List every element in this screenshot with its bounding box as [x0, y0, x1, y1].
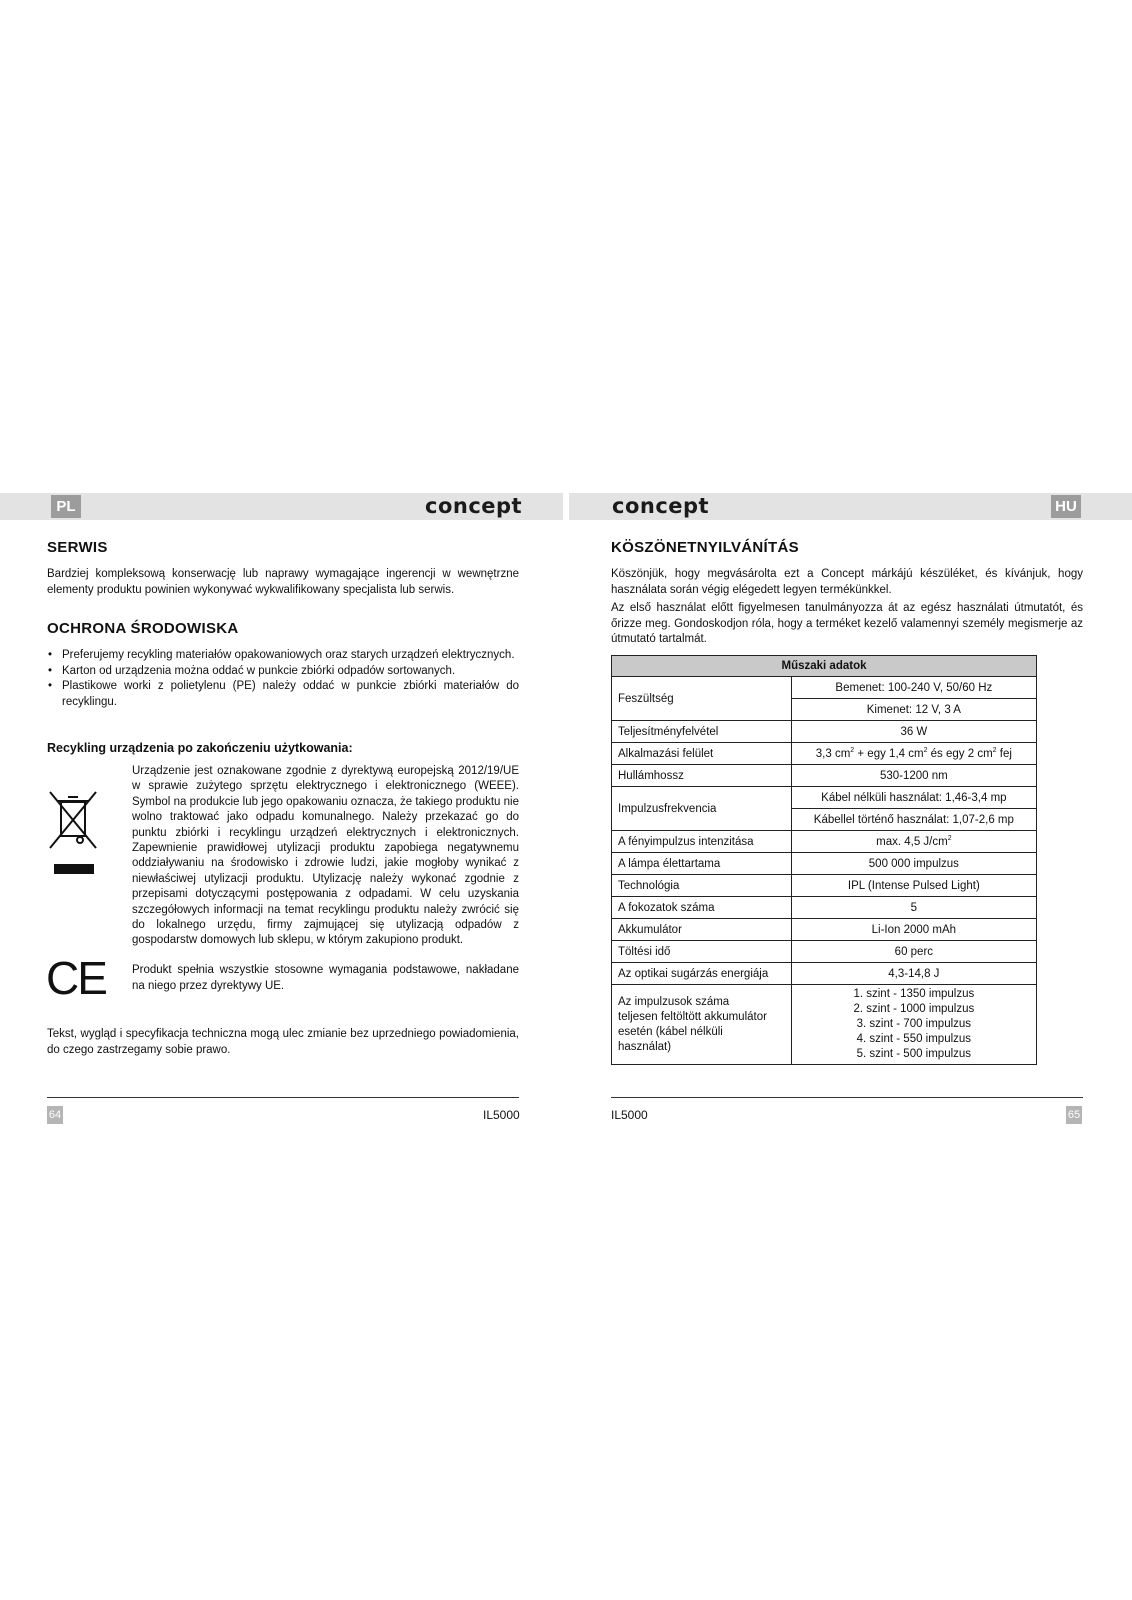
- ochrona-list: [47, 648, 519, 710]
- spec-label: Alkalmazási felület: [612, 743, 792, 765]
- footer-rule-left: [47, 1097, 519, 1098]
- list-item: 3. szint - 700 impulzus: [856, 1018, 972, 1030]
- weee-bin-icon: [48, 790, 100, 876]
- spec-label: Az impulzusok száma teljesen feltöltött akkumulátor esetén (kábel nélküli használat): [612, 985, 792, 1065]
- spec-label: Hullámhossz: [612, 765, 792, 787]
- spec-label: Technológia: [612, 875, 792, 897]
- spec-value: 36 W: [791, 721, 1036, 743]
- ochrona-heading: OCHRONA ŚRODOWISKA: [47, 620, 239, 637]
- list-item: • Preferujemy recykling materiałów opakowaniowych oraz starych urządzeń elektrycznych.: [47, 648, 519, 664]
- spec-value: Kábel nélküli használat: 1,46-3,4 mp: [791, 787, 1036, 809]
- spec-value: IPL (Intense Pulsed Light): [791, 875, 1036, 897]
- recycling-heading: Recykling urządzenia po zakończeniu użytkowania:: [47, 741, 353, 755]
- koszonet-para2: Az első használat előtt figyelmesen tanulmányozza át az egész használati útmutatót, és őrizze meg. Gondoskodjon róla, hogy a terméket kezelő valamennyi személy megismerje az útmutató tartalmát.: [611, 602, 1083, 645]
- table-row: [612, 743, 1037, 765]
- serwis-text: Bardziej kompleksową konserwację lub naprawy wymagające ingerencji w wewnętrzne elementy produktu powinien wykonywać wykwalifikowany specjalista lub serwis.: [47, 568, 519, 596]
- spec-value: Kábellel történő használat: 1,07-2,6 mp: [791, 809, 1036, 831]
- table-row: [612, 765, 1037, 787]
- language-badge-pl: PL: [51, 495, 81, 518]
- spec-value: 500 000 impulzus: [791, 853, 1036, 875]
- table-row: [612, 787, 1037, 809]
- spec-label: A fokozatok száma: [612, 897, 792, 919]
- table-row: [612, 831, 1037, 853]
- table-row: [612, 853, 1037, 875]
- table-row: [612, 721, 1037, 743]
- list-item: 2. szint - 1000 impulzus: [853, 1003, 975, 1015]
- spec-value: 60 perc: [791, 941, 1036, 963]
- table-row: [612, 963, 1037, 985]
- spec-value: max. 4,5 $J/cm^2$: [791, 831, 1036, 853]
- page-number-left: 64: [47, 1106, 63, 1124]
- table-row: [612, 897, 1037, 919]
- spec-value: Kimenet: 12 V, 3 A: [791, 699, 1036, 721]
- recycling-text: Urządzenie jest oznakowane zgodnie z dyrektywą europejską 2012/19/UE w sprawie zużytego sprzętu elektrycznego i elektronicznego (WEEE). Symbol na produkcie lub jego opakowaniu oznacza, że takiego produktu nie wolno traktować jako odpadu komunalnego. Należy przekazać go do punktu zbiórki i recyklingu urządzeń elektrycznych i elektronicznych. Zapewnienie prawidłowej utylizacji produktu zapobiega negatywnemu oddziaływaniu na środowisko i zdrowie ludzi, jakie mogłoby wynikać z niewłaściwej utylizacji produktu. Utylizację należy wykonać zgodnie z przepisami dotyczącymi postępowania z odpadami. W celu uzyskania szczegółowych informacji na temat recyklingu produktu należy zwrócić się do lokalnego urzędu, firmy zajmującej się utylizacją odpadów z gospodarstw domowych lub sklepu, w którym zakupiono produkt.: [132, 765, 519, 947]
- model-right: IL5000: [611, 1108, 648, 1122]
- table-row: [612, 941, 1037, 963]
- koszonet-heading: KÖSZÖNETNYILVÁNÍTÁS: [611, 539, 799, 556]
- page-number-right: 65: [1066, 1106, 1082, 1124]
- spec-label: Impulzusfrekvencia: [612, 787, 792, 831]
- spec-label: Teljesítményfelvétel: [612, 721, 792, 743]
- spec-value: 3,3 $cm^2$ + egy 1,4 $cm^2$ és egy 2 $cm^2$ fej: [791, 743, 1036, 765]
- spec-value: Li-Ion 2000 mAh: [791, 919, 1036, 941]
- disclaimer-text: Tekst, wygląd i specyfikacja techniczna mogą ulec zmianie bez uprzedniego powiadomienia, do czego zastrzegamy sobie prawo.: [47, 1028, 519, 1056]
- spec-label: A lámpa élettartama: [612, 853, 792, 875]
- spec-value-list: [791, 985, 1036, 1065]
- brand-logo-right: concept: [612, 494, 710, 518]
- footer-rule-right: [611, 1097, 1083, 1098]
- spec-label: Akkumulátor: [612, 919, 792, 941]
- brand-logo-left: concept: [425, 494, 523, 518]
- spec-label: Töltési idő: [612, 941, 792, 963]
- spec-label: Feszültség: [612, 677, 792, 721]
- list-item: 1. szint - 1350 impulzus: [853, 988, 975, 1000]
- table-row: [612, 985, 1037, 1065]
- table-row: [612, 875, 1037, 897]
- list-item: 5. szint - 500 impulzus: [856, 1048, 972, 1060]
- spec-label: A fényimpulzus intenzitása: [612, 831, 792, 853]
- ce-mark-icon: CE: [46, 952, 106, 1004]
- table-row: [612, 677, 1037, 699]
- model-left: IL5000: [483, 1108, 520, 1122]
- koszonet-para1: Köszönjük, hogy megvásárolta ezt a Concept márkájú készüléket, és kívánjuk, hogy használata során végig elégedett legyen termékünkkel.: [611, 568, 1083, 596]
- spec-table-title: Műszaki adatok: [612, 656, 1037, 677]
- spec-value: 530-1200 nm: [791, 765, 1036, 787]
- list-item: 4. szint - 550 impulzus: [856, 1033, 972, 1045]
- ce-text: Produkt spełnia wszystkie stosowne wymagania podstawowe, nakładane na niego przez dyrektywy UE.: [132, 964, 519, 992]
- list-item: • Plastikowe worki z polietylenu (PE) należy oddać w punkcie zbiórki materiałów do recyklingu.: [47, 679, 519, 710]
- language-badge-hu: HU: [1051, 495, 1081, 518]
- spec-value: 4,3-14,8 J: [791, 963, 1036, 985]
- serwis-heading: SERWIS: [47, 539, 108, 556]
- table-row: [612, 919, 1037, 941]
- spec-table: [611, 655, 1037, 1065]
- list-item: • Karton od urządzenia można oddać w punkcie zbiórki odpadów sortowanych.: [47, 664, 519, 680]
- spec-value: Bemenet: 100-240 V, 50/60 Hz: [791, 677, 1036, 699]
- spec-value: 5: [791, 897, 1036, 919]
- spec-label: Az optikai sugárzás energiája: [612, 963, 792, 985]
- header-band-gap: [563, 493, 569, 520]
